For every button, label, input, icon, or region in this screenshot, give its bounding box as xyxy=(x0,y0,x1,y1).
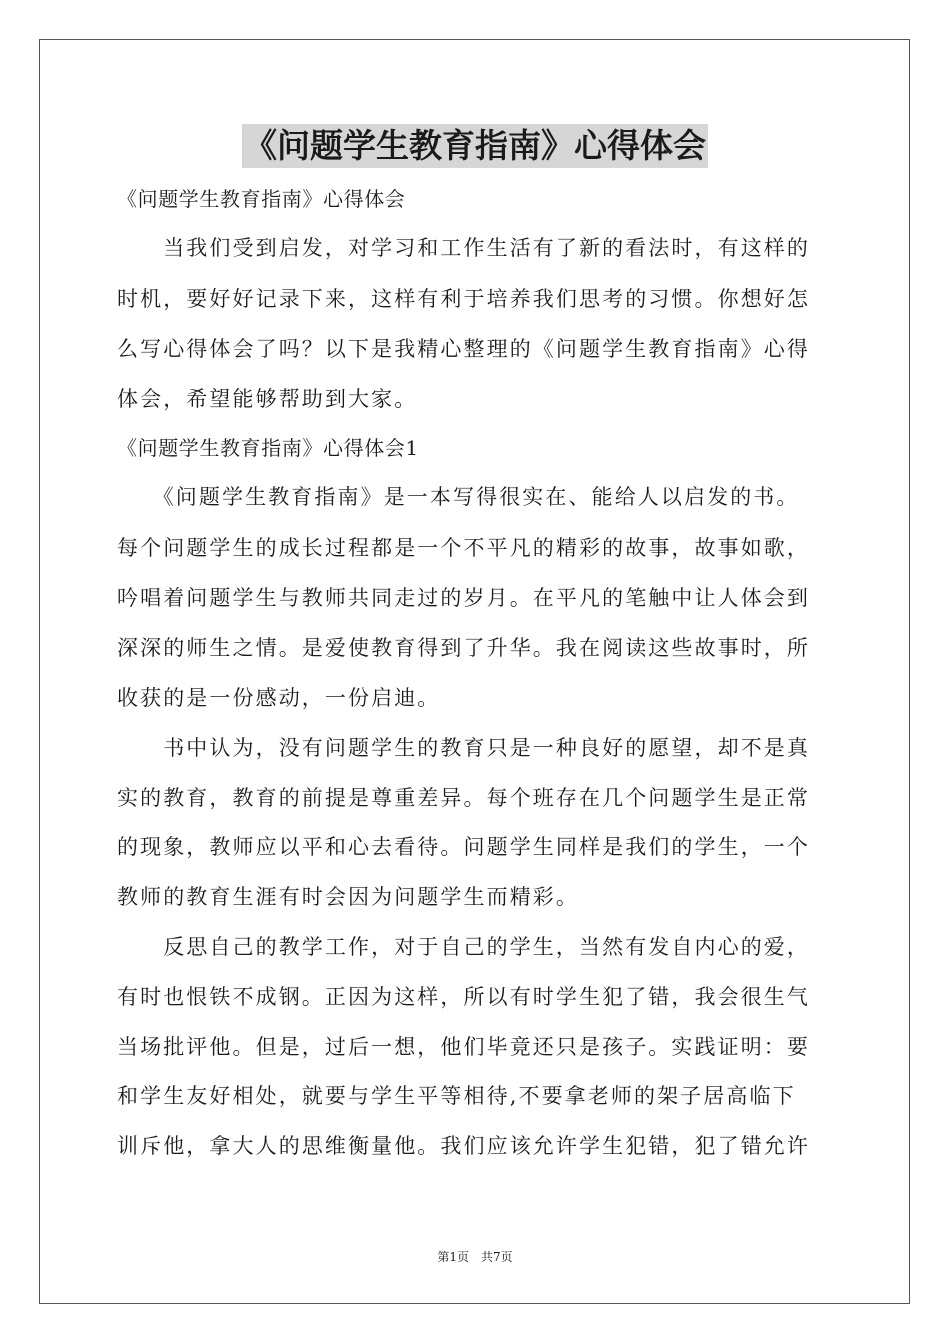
paragraph-line: 有时也恨铁不成钢。正因为这样，所以有时学生犯了错，我会很生气 xyxy=(117,985,810,1009)
paragraph-line: 么写心得体会了吗？以下是我精心整理的《问题学生教育指南》心得 xyxy=(117,337,810,361)
paragraph-line: 时机，要好好记录下来，这样有利于培养我们思考的习惯。你想好怎 xyxy=(117,287,810,311)
page-footer: 第1页 共7页 xyxy=(437,1250,513,1264)
document-subtitle: 《问题学生教育指南》心得体会 xyxy=(117,187,406,211)
paragraph-line: 教师的教育生涯有时会因为问题学生而精彩。 xyxy=(117,885,579,909)
paragraph-line: 和学生友好相处，就要与学生平等相待,不要拿老师的架子居高临下 xyxy=(117,1084,796,1108)
paragraph-line: 深深的师生之情。是爱使教育得到了升华。我在阅读这些故事时，所 xyxy=(117,636,810,660)
paragraph-line: 反思自己的教学工作，对于自己的学生，当然有发自内心的爱， xyxy=(117,935,810,959)
paragraph-line: 每个问题学生的成长过程都是一个不平凡的精彩的故事，故事如歌， xyxy=(117,536,810,560)
document-title: 《问题学生教育指南》心得体会 xyxy=(242,124,708,168)
paragraph-line: 《问题学生教育指南》是一本写得很实在、能给人以启发的书。 xyxy=(117,485,800,509)
page-border xyxy=(39,39,910,1304)
title-container xyxy=(0,124,950,168)
paragraph-line: 当场批评他。但是，过后一想，他们毕竟还只是孩子。实践证明：要 xyxy=(117,1035,810,1059)
paragraph-line: 体会，希望能够帮助到大家。 xyxy=(117,387,418,411)
paragraph-line: 吟唱着问题学生与教师共同走过的岁月。在平凡的笔触中让人体会到 xyxy=(117,586,810,610)
paragraph-line: 书中认为，没有问题学生的教育只是一种良好的愿望，却不是真 xyxy=(117,736,810,760)
paragraph-line: 训斥他，拿大人的思维衡量他。我们应该允许学生犯错，犯了错允许 xyxy=(117,1134,810,1158)
paragraph-line: 的现象，教师应以平和心去看待。问题学生同样是我们的学生，一个 xyxy=(117,835,810,859)
paragraph-line: 收获的是一份感动，一份启迪。 xyxy=(117,686,441,710)
section-heading: 《问题学生教育指南》心得体会1 xyxy=(117,436,419,460)
paragraph-line: 实的教育，教育的前提是尊重差异。每个班存在几个问题学生是正常 xyxy=(117,786,810,810)
paragraph-line: 当我们受到启发，对学习和工作生活有了新的看法时，有这样的 xyxy=(117,236,810,260)
